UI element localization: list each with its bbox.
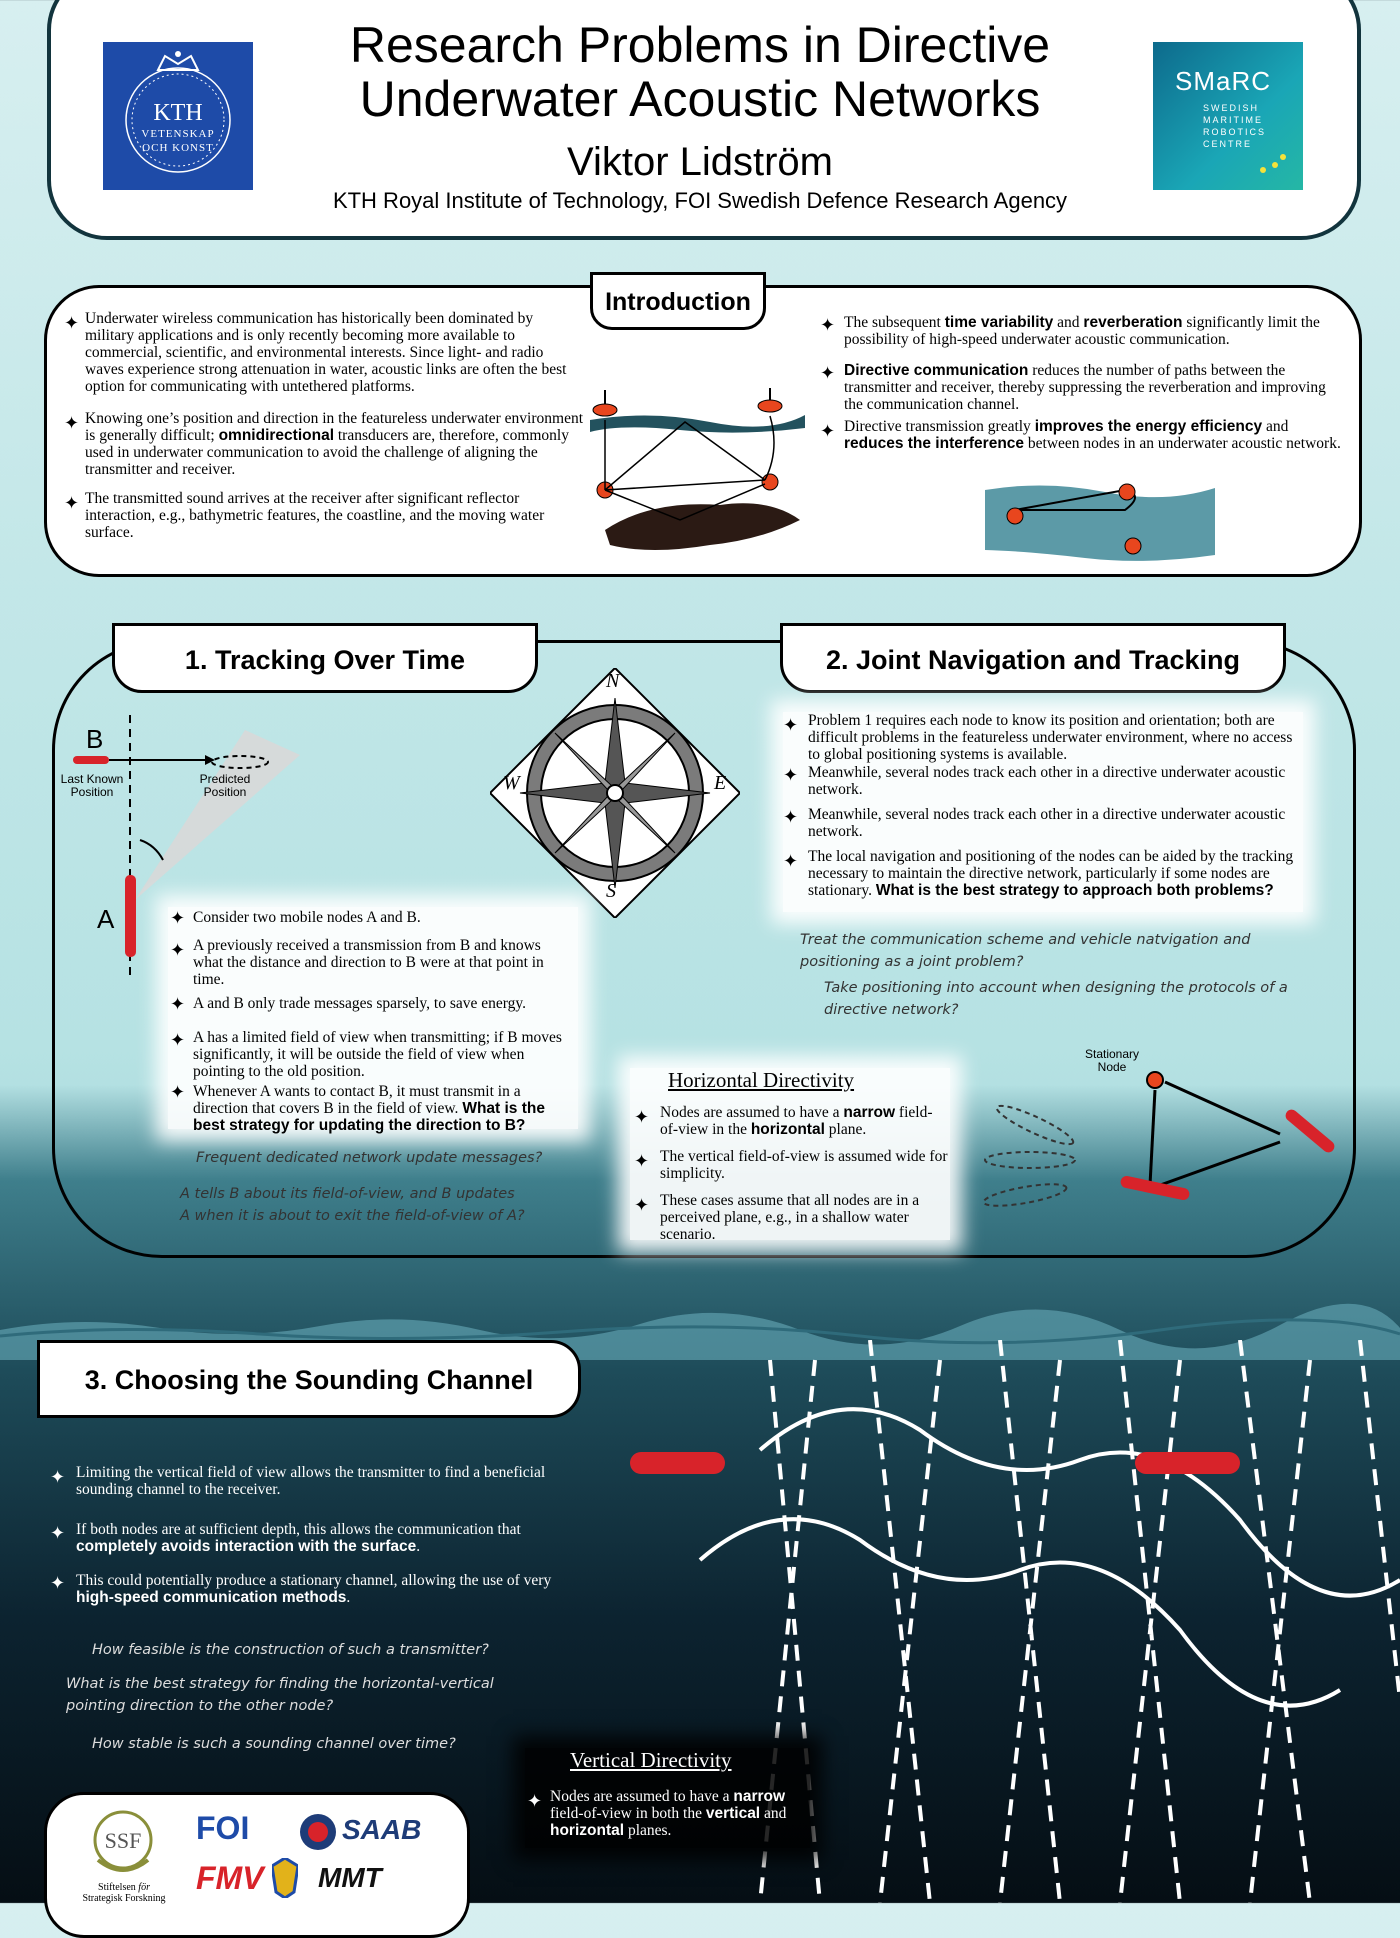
- sparkle-bullet-icon: ✦: [634, 1151, 650, 1171]
- sparkle-bullet-icon: ✦: [170, 1030, 186, 1050]
- compass-north-label: N: [606, 670, 620, 692]
- section-1-heading: 1. Tracking Over Time: [112, 623, 538, 693]
- section-2-question: directive network?: [824, 1002, 959, 1018]
- compass-south-label: S: [606, 880, 616, 902]
- section-3-item: Limiting the vertical field of view allows the transmitter to find a beneficial sounding channel to the receiver.: [76, 1464, 546, 1498]
- introduction-heading: Introduction: [590, 272, 766, 330]
- horizontal-directivity-title: Horizontal Directivity: [668, 1068, 855, 1092]
- section-3-question: pointing direction to the other node?: [66, 1698, 334, 1714]
- smarc-logo: [1153, 42, 1303, 190]
- section-1-item: A previously received a transmission from B and knows what the distance and direction to B were at that point in time.: [193, 937, 544, 988]
- sparkle-bullet-icon: ✦: [170, 940, 186, 960]
- saab-emblem-icon: [298, 1812, 338, 1852]
- title-line: Underwater Acoustic Networks: [359, 71, 1041, 127]
- horizontal-directivity-box: [630, 1068, 950, 1243]
- section-2-list: [783, 712, 1303, 912]
- section-2-item: Problem 1 requires each node to know its position and orientation; both are difficult problems in the featureless underwater environment, where no access to global positioning systems is available.: [808, 712, 1293, 763]
- saab-logo: SAAB: [342, 1814, 422, 1845]
- smarc-logo-name: SMaRC: [1175, 66, 1272, 96]
- section-3-heading: 3. Choosing the Sounding Channel: [37, 1340, 581, 1418]
- sparkle-bullet-icon: ✦: [50, 1523, 66, 1543]
- poster-title: [260, 18, 1140, 126]
- vertical-directivity-title: Vertical Directivity: [570, 1748, 732, 1772]
- intro-paragraph: The transmitted sound arrives at the receiver after significant reflector interaction, e.g., bathymetric features, the coastline, and the moving water surface.: [85, 490, 545, 541]
- sparkle-bullet-icon: ✦: [64, 313, 80, 333]
- sparkle-bullet-icon: ✦: [634, 1195, 650, 1215]
- sparkle-bullet-icon: ✦: [783, 807, 799, 827]
- smarc-logo-text: SWEDISH MARITIME ROBOTICS CENTRE: [1203, 103, 1267, 149]
- kth-logo: [103, 42, 253, 190]
- horizontal-item: These cases assume that all nodes are in a perceived plane, e.g., in a shallow water scenario.: [660, 1192, 920, 1243]
- affiliation: KTH Royal Institute of Technology, FOI Swedish Defence Research Agency: [332, 188, 1068, 213]
- horizontal-item: Nodes are assumed to have a narrow field-of-view in the horizontal plane.: [660, 1104, 933, 1138]
- section-2-item: The local navigation and positioning of the nodes can be aided by the tracking necessary to maintain the directive network, particularly if some nodes are stationary. What is the best strategy to approach both problems?: [808, 848, 1294, 899]
- section-1-item: Whenever A wants to contact B, it must transmit in a direction that covers B in the field of view. What is the best strategy for updating the direction to B?: [193, 1083, 545, 1134]
- ssf-logo-text: Stiftelsen för Strategisk Forskning: [82, 1882, 166, 1904]
- section-2-question: positioning as a joint problem?: [800, 954, 1024, 970]
- section-3-question: What is the best strategy for finding the horizontal-vertical: [66, 1676, 494, 1692]
- mmt-logo: MMT: [318, 1862, 382, 1893]
- section-3-item: This could potentially produce a stationary channel, allowing the use of very high-speed communication methods.: [76, 1572, 552, 1606]
- section-3-item: If both nodes are at sufficient depth, this allows the communication that completely avoids interaction with the surface.: [76, 1521, 521, 1555]
- section-2-item: Meanwhile, several nodes track each other in a directive underwater acoustic network.: [808, 764, 1286, 798]
- sparkle-bullet-icon: ✦: [783, 715, 799, 735]
- intro-paragraph: The subsequent time variability and reverberation significantly limit the possibility of high-speed underwater acoustic communication.: [844, 314, 1320, 348]
- section-2-item: Meanwhile, several nodes track each other in a directive underwater acoustic network.: [808, 806, 1286, 840]
- reverberation-diagram: [590, 380, 805, 560]
- sparkle-bullet-icon: ✦: [50, 1573, 66, 1593]
- author-name: Viktor Lidström: [566, 140, 833, 184]
- section-1-list: [168, 907, 578, 1134]
- vertical-item: Nodes are assumed to have a narrow field-of-view in both the vertical and horizontal planes.: [550, 1788, 787, 1839]
- section-2-question: Treat the communication scheme and vehicle natvigation and: [800, 932, 1251, 948]
- compass-west-label: W: [503, 772, 520, 794]
- section-1-item: Consider two mobile nodes A and B.: [193, 909, 421, 926]
- sparkle-bullet-icon: ✦: [50, 1467, 66, 1487]
- sparkle-bullet-icon: ✦: [527, 1791, 543, 1811]
- node-b-label: B: [86, 724, 104, 754]
- section-1-item: A and B only trade messages sparsely, to save energy.: [193, 995, 527, 1012]
- crest-icon: [272, 1858, 298, 1898]
- predicted-position-label: Predicted Position: [199, 772, 251, 799]
- sparkle-bullet-icon: ✦: [634, 1107, 650, 1127]
- sparkle-bullet-icon: ✦: [64, 493, 80, 513]
- section-2-question: Take positioning into account when designing the protocols of a: [824, 980, 1288, 996]
- intro-paragraph: Underwater wireless communication has historically been dominated by military applications and is only recently becoming more available to commercial, scientific, and environmental interests. Since light- and radio waves experience strong attenuation in water, acoustic links are often the best option for communicating with untethered platforms.: [85, 310, 567, 395]
- sparkle-bullet-icon: ✦: [170, 1082, 186, 1102]
- compass-east-label: E: [714, 772, 727, 794]
- intro-paragraph: Knowing one’s position and direction in the featureless underwater environment is generally difficult; omnidirectional transducers are, therefore, commonly used in underwater communication to avoid the challenge of aligning the transmitter and receiver.: [85, 410, 584, 478]
- title-line: Research Problems in Directive: [349, 17, 1051, 73]
- kth-logo-line: VETENSKAP: [141, 128, 215, 140]
- vertical-directivity-box: [525, 1748, 810, 1848]
- sparkle-bullet-icon: ✦: [170, 908, 186, 928]
- section-1-item: A has a limited field of view when transmitting; if B moves significantly, it will be outside the field of view when pointing to the old position.: [193, 1029, 562, 1080]
- horizontal-item: The vertical field-of-view is assumed wide for simplicity.: [660, 1148, 948, 1182]
- sparkle-bullet-icon: ✦: [64, 413, 80, 433]
- sparkle-bullet-icon: ✦: [170, 994, 186, 1014]
- intro-paragraph: Directive communication reduces the number of paths between the transmitter and receiver, thereby suppressing the reverberation and improving the communication channel.: [844, 362, 1326, 413]
- sparkle-bullet-icon: ✦: [783, 851, 799, 871]
- sparkle-bullet-icon: ✦: [820, 315, 836, 335]
- sparkle-bullet-icon: ✦: [820, 363, 836, 383]
- fmv-logo: FMV: [196, 1860, 264, 1896]
- directive-beam-diagram: [985, 470, 1215, 565]
- section-3-question: How feasible is the construction of such a transmitter?: [92, 1642, 489, 1658]
- ssf-logo-icon: [78, 1800, 168, 1880]
- section-2-heading: 2. Joint Navigation and Tracking: [780, 623, 1286, 693]
- svg-text:SSF: SSF: [104, 1828, 142, 1853]
- section-1-question: A tells B about its field-of-view, and B updates: [180, 1186, 515, 1202]
- network-nodes-diagram: [980, 1070, 1340, 1230]
- section-3-question: How stable is such a sounding channel over time?: [92, 1736, 456, 1752]
- node-a-label: A: [97, 904, 115, 934]
- foi-logo: FOI: [196, 1810, 250, 1846]
- stationary-node-label: Stationary Node: [1084, 1047, 1140, 1074]
- kth-logo-line: OCH KONST: [142, 142, 214, 154]
- kth-logo-name: KTH: [153, 100, 203, 126]
- sparkle-bullet-icon: ✦: [820, 421, 836, 441]
- intro-paragraph: Directive transmission greatly improves the energy efficiency and reduces the interference between nodes in an underwater acoustic network.: [844, 418, 1341, 452]
- section-1-question: A when it is about to exit the field-of-view of A?: [180, 1208, 525, 1224]
- sparkle-bullet-icon: ✦: [783, 765, 799, 785]
- last-known-position-label: Last Known Position: [60, 772, 124, 799]
- smarc-dots-icon: [1253, 152, 1293, 182]
- section-1-question: Frequent dedicated network update messages?: [196, 1150, 543, 1166]
